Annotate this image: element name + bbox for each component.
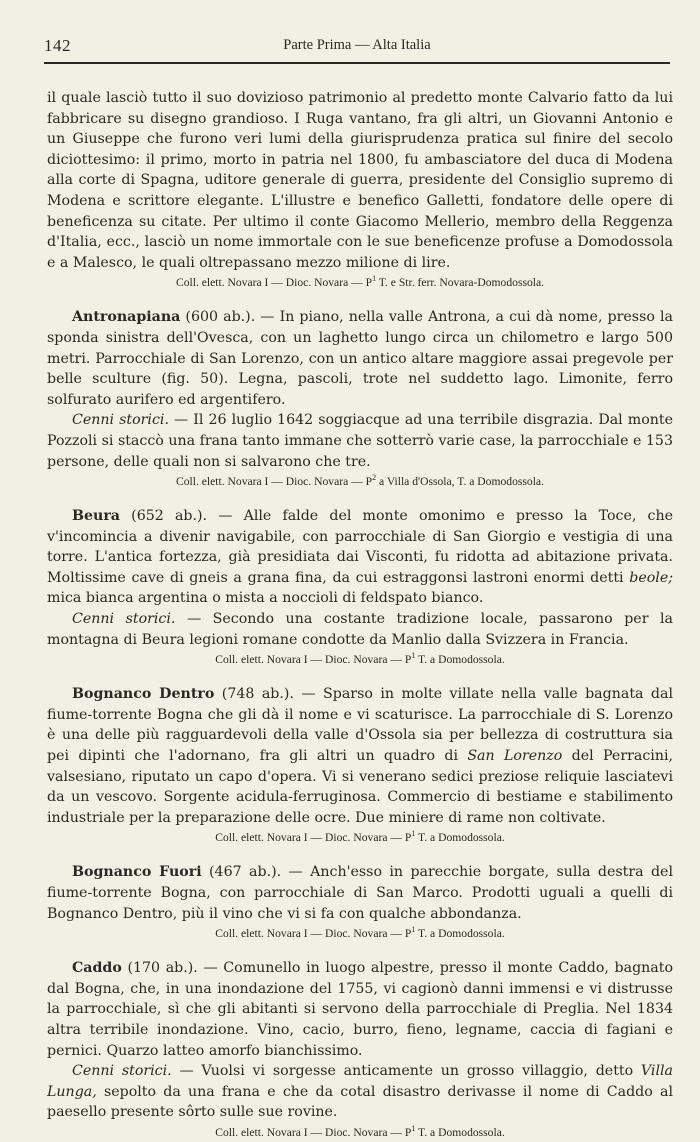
history-label: Cenni storici. xyxy=(72,1063,172,1080)
entry-note xyxy=(47,1124,673,1142)
entry-note xyxy=(47,829,673,847)
history-text: — Il 26 luglio 1642 soggiacque ad una terribile disgrazia. Dal monte Pozzoli si staccò una frana tanto immane che sotterrò varie case, la parrocchiale e 153 persone, delle quali non si salvarono che tre. xyxy=(47,412,673,470)
note-superscript: 1 xyxy=(372,274,377,284)
note-superscript: 1 xyxy=(411,651,416,661)
entry-text: (748 ab.). — Sparso in molte villate nella valle bagnata dal fiume-torrente Bogna che gli dà il nome e vi scaturisce. La parrocchiale di S. Lorenzo è una delle più ragguardevoli della valle d'Ossola sia per bellezza di costruttura sia pei dipinti che l'adornano, fra gli altri un quadro di xyxy=(47,686,674,765)
entry-text: (170 ab.). — Comunello in luogo alpestre, presso il monte Caddo, bagnato dal Bogna, che, in una inondazione del 1755, vi cagionò danni immensi e vi distrusse la parrocchiale, sì che gli abitanti si servono della parrocchiale di Preglia. Nel 1834 altra terribile inondazione. Vino, cacio, burro, fieno, legname, caccia di fagiani e pernici. Quarzo latteo amorfo bianchissimo. xyxy=(47,960,673,1059)
note-text: T. a Domodossola. xyxy=(415,927,505,941)
note-text: Coll. elett. Novara I — Dioc. Novara — P xyxy=(176,475,373,489)
history-label: Cenni storici. xyxy=(72,412,169,429)
entry-note xyxy=(47,651,673,669)
note-text: Coll. elett. Novara I — Dioc. Novara — P xyxy=(215,831,412,845)
note-superscript: 2 xyxy=(372,473,377,483)
entry-note xyxy=(47,925,673,943)
history-italic-term: Villa Lunga, xyxy=(47,1063,673,1100)
history-paragraph xyxy=(47,1061,673,1123)
entry-name: Caddo xyxy=(72,960,122,977)
entry-paragraph xyxy=(47,307,673,410)
entry-paragraph xyxy=(47,506,673,609)
note-text: T. e Str. ferr. Novara-Domodossola. xyxy=(376,276,545,290)
history-paragraph xyxy=(47,410,673,472)
history-text: sepolto da una frana e che da cotal disastro derivasse il nome di Caddo al paesello presente sôrto sulle sue rovine. xyxy=(47,1083,673,1121)
entry-name: Beura xyxy=(72,508,121,525)
running-title: Parte Prima — Alta Italia xyxy=(283,37,431,53)
entry-antronapiana xyxy=(47,307,673,491)
entry-italic-term: beole; xyxy=(629,569,673,586)
page-header xyxy=(44,36,670,58)
entry-caddo xyxy=(47,958,673,1142)
entry-paragraph xyxy=(47,684,673,828)
entry-text: (652 ab.). — Alle falde del monte omonimo e presso la Toce, che v'incomincia a divenir navigabile, con parrocchiale di San Giorgio e vestigia di una torre. L'antica fortezza, già presidiata dai Visconti, fu ridotta ad abitazione privata. Moltissime cave di gneis a grana fina, da cui estraggonsi lastroni enormi detti xyxy=(47,508,673,586)
entry-name: Bognanco Fuori xyxy=(72,864,202,881)
note-text: T. a Domodossola. xyxy=(415,653,505,667)
entry-text: del Perracini, valsesiano, riputato un capo d'opera. Vi si venerano sedici preziose reliquie lasciatevi da un vescovo. Sorgente acidula-ferruginosa. Commercio di bestiame e stabilimento industriale per la preparazione delle ocre. Due miniere di rame non coltivate. xyxy=(47,748,674,826)
note-superscript: 1 xyxy=(411,829,416,839)
entry-italic-term: San Lorenzo xyxy=(467,748,563,765)
header-rule xyxy=(44,62,670,64)
entry-name: Bognanco Dentro xyxy=(72,686,215,703)
entry-bognanco-dentro xyxy=(47,684,673,847)
intro-paragraph: il quale lasciò tutto il suo dovizioso patrimonio al predetto monte Calvario fatto da lui fabbricare su disegno grandioso. I Ruga vantano, fra gli altri, un Giovanni Antonio e un Giuseppe che furono veri lumi della giurisprudenza pratica sul finire del secolo diciottesimo: il primo, morto in patria nel 1800, fu ambasciatore del duca di Modena alla corte di Spagna, uditore generale di guerra, presidente del Consiglio supremo di Modena e scrittore elegante. L'illustre e benefico Galletti, fondatore delle opere di beneficenza su citate. Per ultimo il conte Giacomo Mellerio, membro della Reggenza d'Italia, ecc., lasciò un nome immortale con le sue beneficenze profuse a Domodossola e a Malesco, le quali oltrepassano mezzo milione di lire. xyxy=(47,90,673,271)
entry-note xyxy=(47,473,673,491)
note-superscript: 1 xyxy=(411,1123,416,1133)
entry-text: (600 ab.). — In piano, nella valle Antrona, a cui dà nome, presso la sponda sinistra dell'Ovesca, con un laghetto lungo circa un chilometro e largo 500 metri. Parrocchiale di San Lorenzo, con un antico altare maggiore assai pregevole per belle sculture (fig. 50). Legna, pascoli, trote nel suddetto lago. Limonite, ferro solfurato aurifero ed argentifero. xyxy=(47,309,673,408)
page-number: 142 xyxy=(44,36,71,55)
entry-text: mica bianca argentina o mista a noccioli di feldspato bianco. xyxy=(47,590,484,607)
note-superscript: 1 xyxy=(411,925,416,935)
entry-paragraph xyxy=(47,958,673,1061)
note-text: a Villa d'Ossola, T. a Domodossola. xyxy=(376,475,544,489)
entry-text: (467 ab.). — Anch'esso in parecchie borgate, sulla destra del fiume-torrente Bogna, con parrocchiale di San Marco. Prodotti uguali a quelli di Bognanco Dentro, più il vino che vi si fa con qualche abbondanza. xyxy=(47,864,673,922)
entry-paragraph xyxy=(47,862,673,924)
entry-beura xyxy=(47,506,673,669)
note-text: T. a Domodossola. xyxy=(415,831,505,845)
history-text: — Vuolsi vi sorgesse anticamente un grosso villaggio, detto xyxy=(171,1063,641,1080)
note-text: Coll. elett. Novara I — Dioc. Novara — P xyxy=(215,1125,412,1139)
note-text: Coll. elett. Novara I — Dioc. Novara — P xyxy=(215,653,412,667)
note-text: Coll. elett. Novara I — Dioc. Novara — P xyxy=(215,927,412,941)
intro-note xyxy=(47,274,673,292)
note-text: T. a Domodossola. xyxy=(415,1125,505,1139)
history-paragraph xyxy=(47,609,673,650)
history-label: Cenni storici. xyxy=(72,611,176,628)
entry-bognanco-fuori xyxy=(47,862,673,943)
entry-name: Antronapiana xyxy=(72,309,181,326)
page-body xyxy=(47,88,673,1142)
note-text: Coll. elett. Novara I — Dioc. Novara — P xyxy=(175,276,373,290)
history-text: — Secondo una costante tradizione locale, passarono per la montagna di Beura legioni romane condotte da Manlio dalla Svizzera in Francia. xyxy=(47,611,673,648)
